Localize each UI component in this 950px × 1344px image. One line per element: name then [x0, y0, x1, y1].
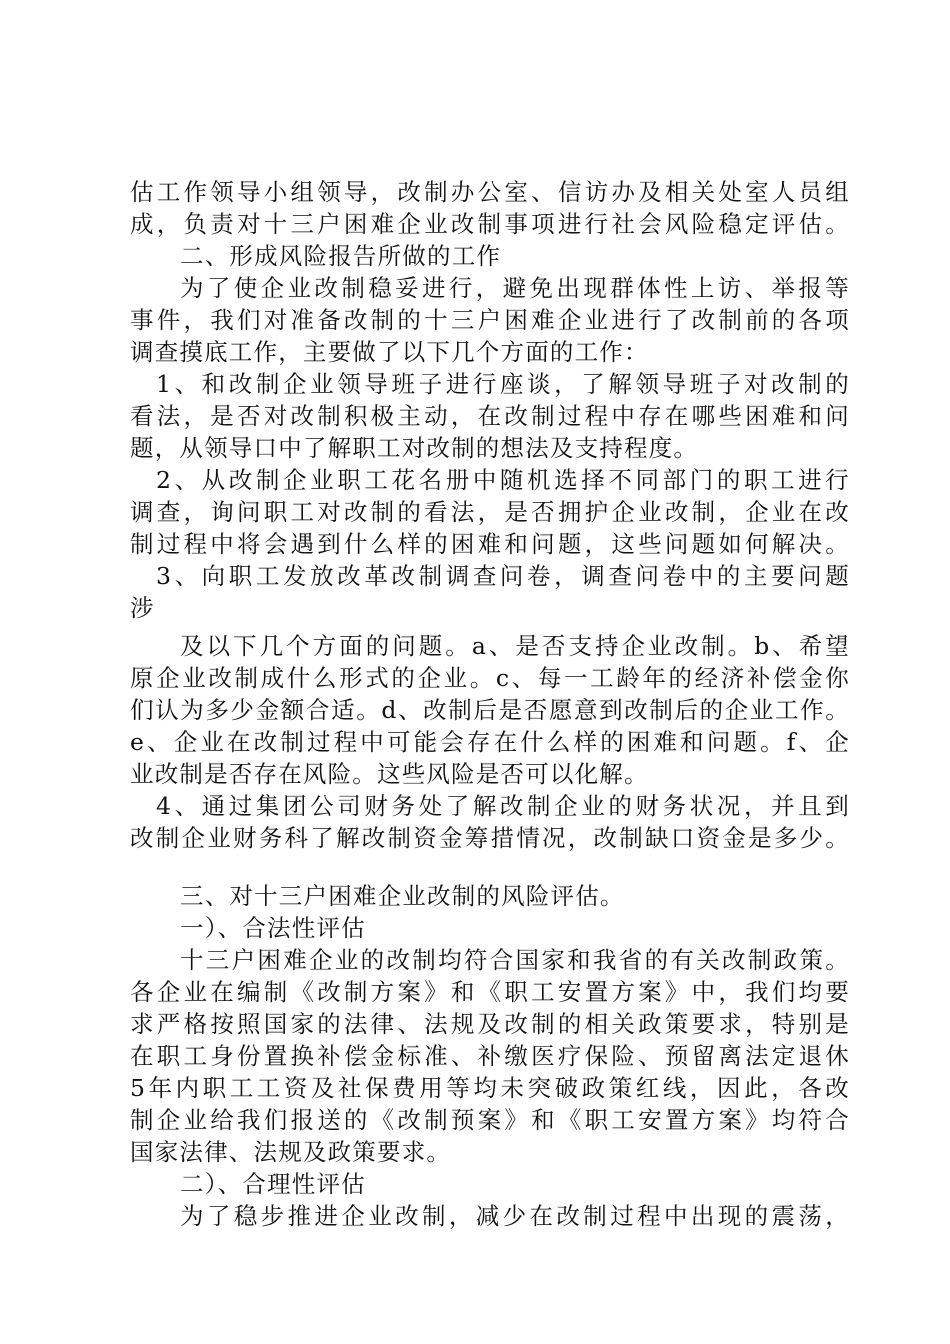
list-item-first-line: 4、通过集团公司财务处了解改制企业的财务状况，并且到	[156, 792, 850, 820]
body-line: 成，负责对十三户困难企业改制事项进行社会风险稳定评估。	[130, 210, 850, 238]
body-line: 事件，我们对准备改制的十三户困难企业进行了改制前的各项	[130, 306, 850, 334]
body-line: 原企业改制成什么形式的企业。c、每一工龄年的经济补偿金你	[130, 664, 850, 692]
paragraph-first-line: 十三户困难企业的改制均符合国家和我省的有关改制政策。	[180, 946, 850, 974]
body-line: 估工作领导小组领导，改制办公室、信访办及相关处室人员组	[130, 178, 850, 206]
body-line: 涉	[130, 594, 155, 622]
body-line: 调查，询问职工对改制的看法，是否拥护企业改制，企业在改	[130, 498, 850, 526]
body-line: 求严格按照国家的法律、法规及改制的相关政策要求，特别是	[130, 1010, 850, 1038]
body-line: 们认为多少金额合适。d、改制后是否愿意到改制后的企业工作。	[130, 696, 850, 724]
body-line: 业改制是否存在风险。这些风险是否可以化解。	[130, 760, 649, 788]
body-line: 在职工身份置换补偿金标准、补缴医疗保险、预留离法定退休	[130, 1042, 850, 1070]
body-line: 调查摸底工作，主要做了以下几个方面的工作：	[130, 338, 649, 366]
body-line: 题，从领导口中了解职工对改制的想法及支持程度。	[130, 434, 699, 462]
body-line: 国家法律、法规及政策要求。	[130, 1138, 452, 1166]
body-line: 各企业在编制《改制方案》和《职工安置方案》中，我们均要	[130, 978, 850, 1006]
paragraph-first-line: 为了稳步推进企业改制，减少在改制过程中出现的震荡，	[180, 1202, 850, 1230]
list-item-first-line: 2、从改制企业职工花名册中随机选择不同部门的职工进行	[156, 466, 850, 494]
section-heading: 二、形成风险报告所做的工作	[180, 242, 502, 270]
paragraph-first-line: 为了使企业改制稳妥进行，避免出现群体性上访、举报等	[180, 274, 850, 302]
body-line: 制过程中将会遇到什么样的困难和问题，这些问题如何解决。	[130, 530, 850, 558]
body-line: 改制企业财务科了解改制资金筹措情况，改制缺口资金是多少。	[130, 824, 850, 852]
subsection-heading: 一）、合法性评估	[180, 914, 366, 942]
body-line: 制企业给我们报送的《改制预案》和《职工安置方案》均符合	[130, 1106, 850, 1134]
subsection-heading: 二）、合理性评估	[180, 1170, 366, 1198]
body-line: 看法，是否对改制积极主动，在改制过程中存在哪些困难和问	[130, 402, 850, 430]
paragraph-first-line: 及以下几个方面的问题。a、是否支持企业改制。b、希望	[180, 632, 850, 660]
section-heading: 三、对十三户困难企业改制的风险评估。	[180, 882, 625, 910]
body-line: e、企业在改制过程中可能会存在什么样的困难和问题。f、企	[130, 728, 850, 756]
list-item-first-line: 3、向职工发放改革改制调查问卷，调查问卷中的主要问题	[156, 562, 850, 590]
list-item-first-line: 1、和改制企业领导班子进行座谈，了解领导班子对改制的	[156, 370, 850, 398]
body-line: 5年内职工工资及社保费用等均未突破政策红线，因此，各改	[130, 1074, 850, 1102]
